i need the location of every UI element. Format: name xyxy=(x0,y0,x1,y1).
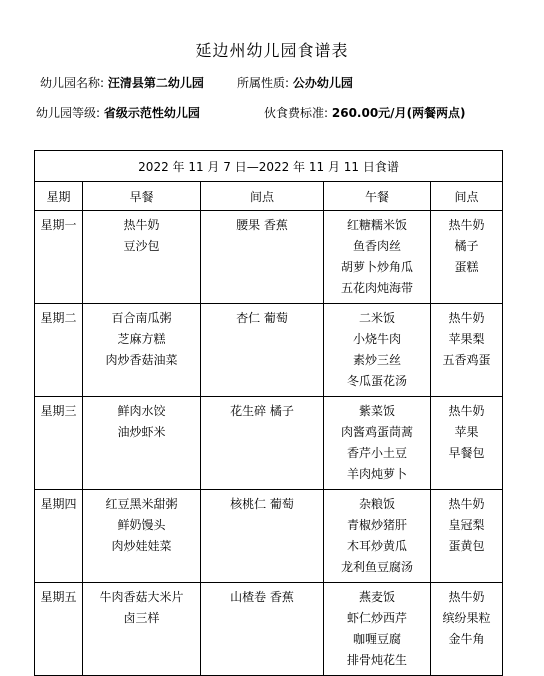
menu-item: 鲜肉水饺 xyxy=(117,404,166,418)
table-row xyxy=(35,397,503,490)
menu-item: 核桃仁 葡萄 xyxy=(230,497,294,511)
menu-item: 热牛奶 xyxy=(448,590,485,604)
fee-label: 伙食费标准: xyxy=(264,106,329,120)
breakfast-cell xyxy=(83,304,201,397)
snack-am-cell xyxy=(201,490,324,583)
menu-item: 杏仁 葡萄 xyxy=(236,311,288,325)
day-cell: 星期四 xyxy=(35,490,83,583)
menu-item: 燕麦饭 xyxy=(358,590,395,604)
lunch-cell xyxy=(324,304,431,397)
lunch-cell xyxy=(324,211,431,304)
nature-label: 所属性质: xyxy=(237,76,290,90)
menu-item: 红糖糯米饭 xyxy=(346,218,407,232)
menu-item: 虾仁炒西芹 xyxy=(346,611,407,625)
snack-pm-cell xyxy=(431,583,503,676)
menu-item: 肉炒娃娃菜 xyxy=(111,539,172,553)
menu-item: 热牛奶 xyxy=(448,218,485,232)
lunch-cell xyxy=(324,490,431,583)
menu-item: 羊肉炖萝卜 xyxy=(346,467,407,481)
menu-item: 花生碎 橘子 xyxy=(230,404,294,418)
menu-item: 金牛角 xyxy=(448,632,485,646)
page-title: 延边州幼儿园食谱表 xyxy=(195,41,349,60)
header-breakfast: 早餐 xyxy=(83,182,201,211)
lunch-cell xyxy=(324,397,431,490)
lunch-cell xyxy=(324,583,431,676)
school-info xyxy=(40,74,204,91)
menu-item: 卤三样 xyxy=(123,611,160,625)
menu-item: 龙利鱼豆腐汤 xyxy=(340,560,413,574)
menu-item: 胡萝卜炒角瓜 xyxy=(340,260,413,274)
school-name-label: 幼儿园名称: xyxy=(40,76,105,90)
menu-item: 排骨炖花生 xyxy=(346,653,407,667)
menu-table-caption: 2022 年 11 月 7 日—2022 年 11 月 11 日食谱 xyxy=(35,151,503,182)
day-cell: 星期五 xyxy=(35,583,83,676)
day-cell: 星期一 xyxy=(35,211,83,304)
menu-item: 橘子 xyxy=(454,239,479,253)
breakfast-cell xyxy=(83,211,201,304)
header-snack-am: 间点 xyxy=(201,182,324,211)
menu-item: 苹果梨 xyxy=(448,332,485,346)
snack-am-cell xyxy=(201,397,324,490)
menu-item: 香芹小土豆 xyxy=(346,446,407,460)
breakfast-cell xyxy=(83,490,201,583)
grade-value: 省级示范性幼儿园 xyxy=(103,106,200,120)
header-snack-pm: 间点 xyxy=(431,182,503,211)
menu-item: 肉酱鸡蛋茼蒿 xyxy=(340,425,413,439)
menu-item: 紫菜饭 xyxy=(358,404,395,418)
menu-item: 五香鸡蛋 xyxy=(442,353,491,367)
menu-item: 鲜奶馒头 xyxy=(117,518,166,532)
menu-item: 豆沙包 xyxy=(123,239,160,253)
menu-item: 二米饭 xyxy=(358,311,395,325)
menu-item: 鱼香肉丝 xyxy=(352,239,401,253)
day-cell: 星期二 xyxy=(35,304,83,397)
snack-pm-cell xyxy=(431,397,503,490)
menu-item: 咖喱豆腐 xyxy=(352,632,401,646)
menu-item: 牛肉香菇大米片 xyxy=(99,590,184,604)
snack-pm-cell xyxy=(431,304,503,397)
menu-item: 皇冠梨 xyxy=(448,518,485,532)
menu-item: 蛋糕 xyxy=(454,260,479,274)
school-name-value: 汪清县第二幼儿园 xyxy=(107,76,204,90)
menu-item: 腰果 香蕉 xyxy=(236,218,288,232)
menu-item: 油炒虾米 xyxy=(117,425,166,439)
menu-item: 芝麻方糕 xyxy=(117,332,166,346)
day-cell: 星期三 xyxy=(35,397,83,490)
menu-item: 青椒炒猪肝 xyxy=(346,518,407,532)
menu-item: 素炒三丝 xyxy=(352,353,401,367)
menu-item: 苹果 xyxy=(454,425,479,439)
fee-info xyxy=(264,104,466,121)
grade-info xyxy=(36,104,200,121)
snack-pm-cell xyxy=(431,490,503,583)
menu-item: 肉炒香菇油菜 xyxy=(105,353,178,367)
menu-item: 百合南瓜粥 xyxy=(111,311,172,325)
menu-item: 缤纷果粒 xyxy=(442,611,491,625)
table-row xyxy=(35,304,503,397)
menu-item: 山楂卷 香蕉 xyxy=(230,590,294,604)
menu-item: 冬瓜蛋花汤 xyxy=(346,374,407,388)
nature-info xyxy=(237,74,353,91)
snack-am-cell xyxy=(201,304,324,397)
snack-pm-cell xyxy=(431,211,503,304)
snack-am-cell xyxy=(201,583,324,676)
menu-item: 木耳炒黄瓜 xyxy=(346,539,407,553)
menu-item: 早餐包 xyxy=(448,446,485,460)
breakfast-cell xyxy=(83,397,201,490)
menu-item: 热牛奶 xyxy=(448,497,485,511)
menu-item: 热牛奶 xyxy=(123,218,160,232)
menu-item: 杂粮饭 xyxy=(358,497,395,511)
grade-label: 幼儿园等级: xyxy=(36,106,101,120)
fee-value: 260.00元/月(两餐两点) xyxy=(331,106,466,120)
menu-item: 热牛奶 xyxy=(448,404,485,418)
header-day: 星期 xyxy=(35,182,83,211)
nature-value: 公办幼儿园 xyxy=(292,76,353,90)
menu-item: 五花肉炖海带 xyxy=(340,281,413,295)
table-row xyxy=(35,583,503,676)
menu-item: 热牛奶 xyxy=(448,311,485,325)
menu-item: 小烧牛肉 xyxy=(352,332,401,346)
table-row xyxy=(35,211,503,304)
menu-table xyxy=(34,150,503,676)
header-lunch: 午餐 xyxy=(324,182,431,211)
snack-am-cell xyxy=(201,211,324,304)
breakfast-cell xyxy=(83,583,201,676)
menu-item: 红豆黑米甜粥 xyxy=(105,497,178,511)
table-row xyxy=(35,490,503,583)
menu-item: 蛋黄包 xyxy=(448,539,485,553)
header-row xyxy=(35,182,503,211)
